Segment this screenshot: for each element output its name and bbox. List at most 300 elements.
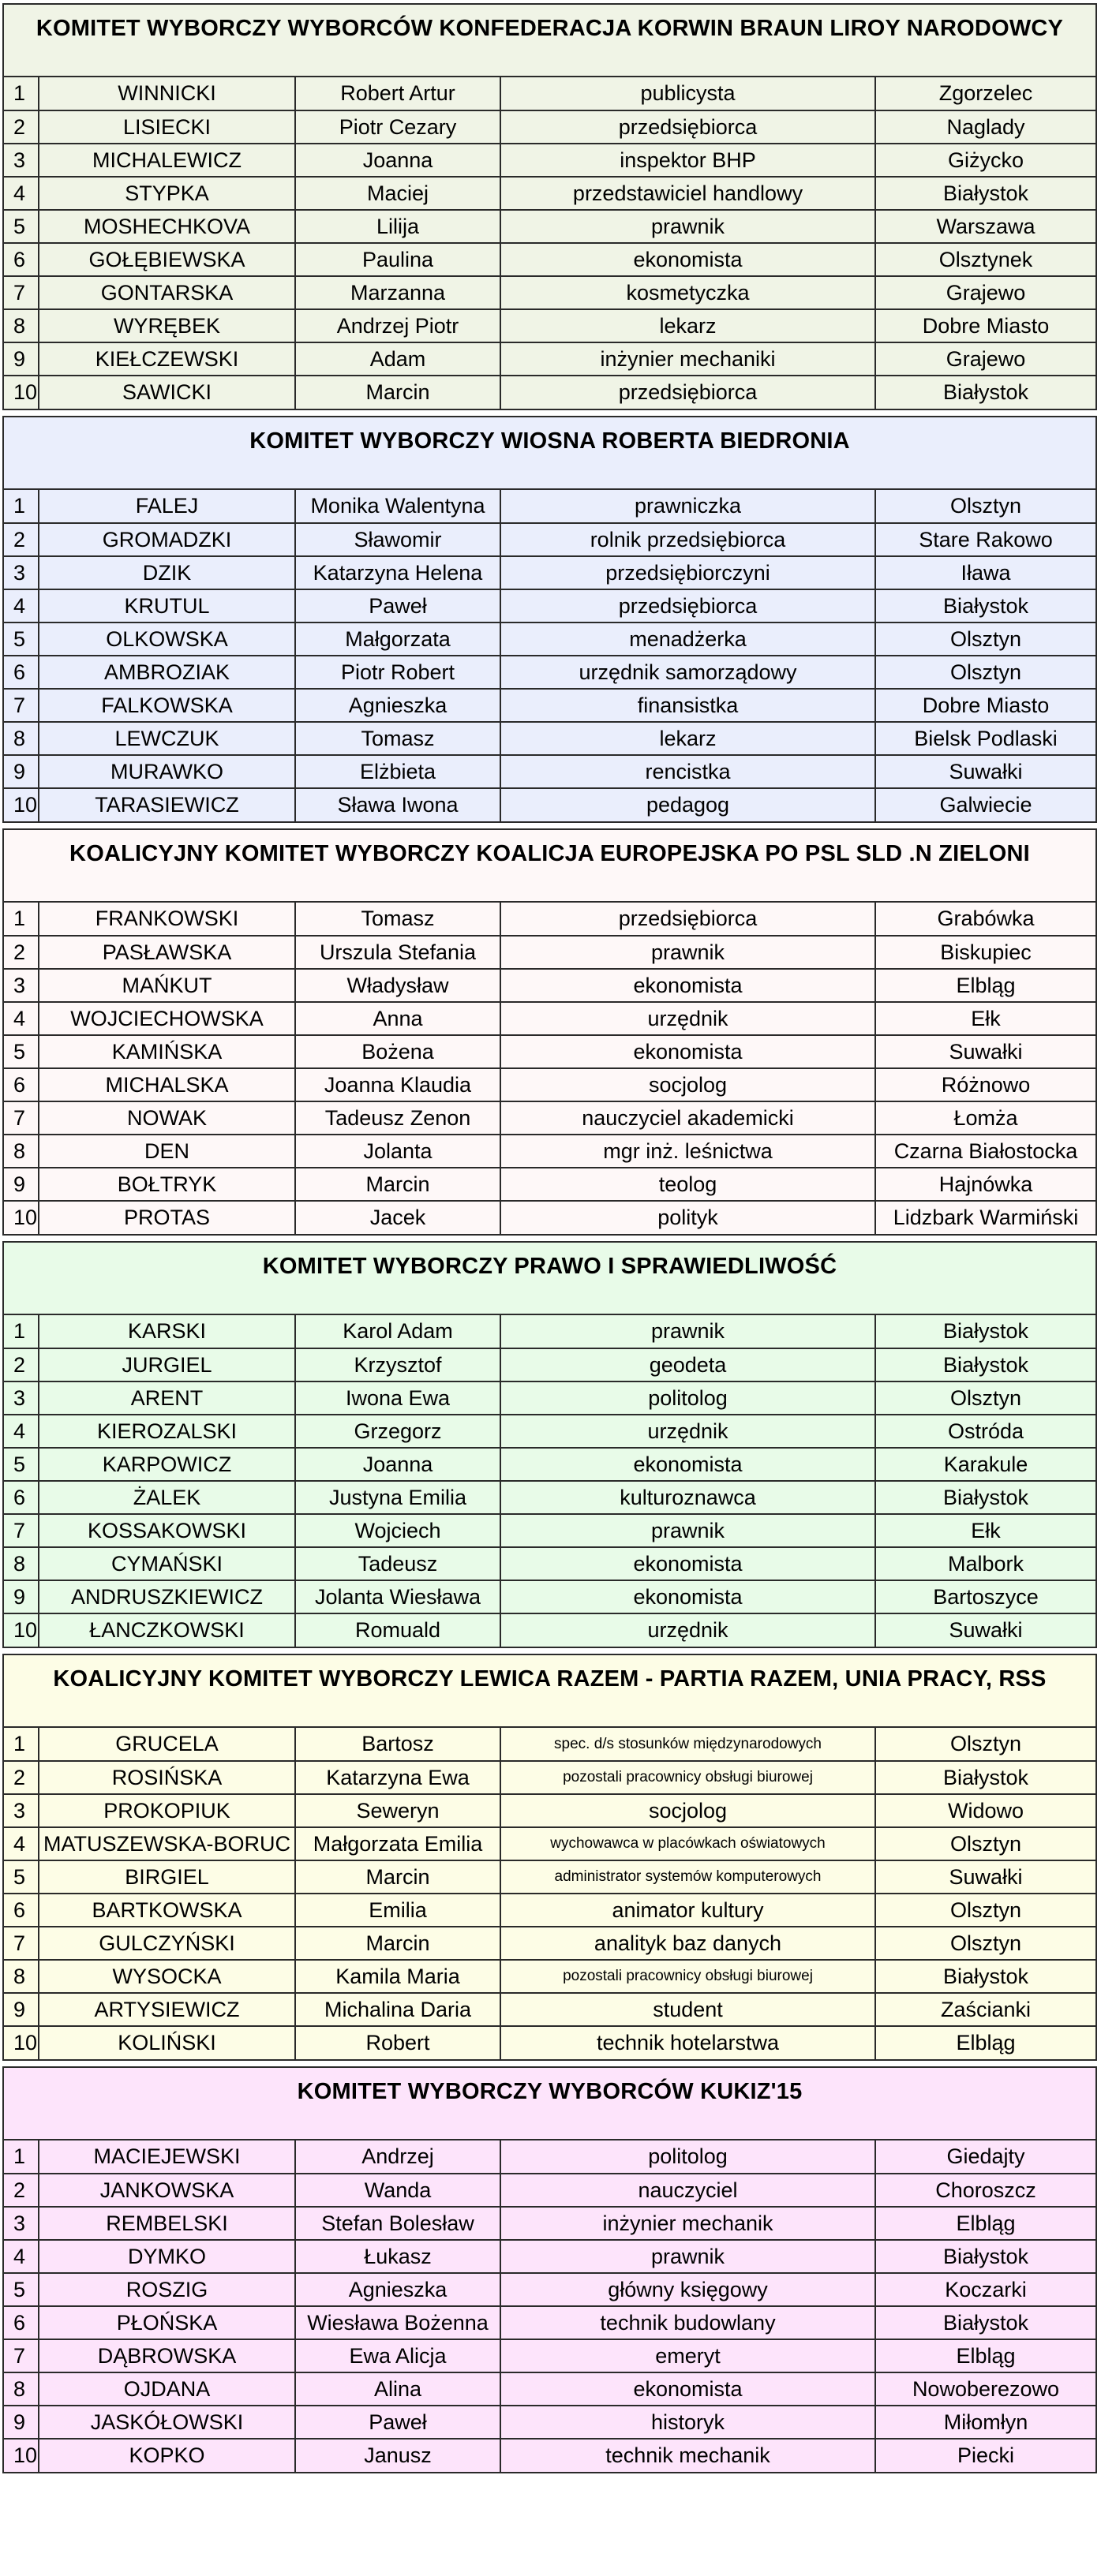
candidate-city: Białystok xyxy=(875,1315,1095,1348)
candidate-row xyxy=(4,2339,1095,2372)
candidate-surname: MURAWKO xyxy=(39,755,295,788)
candidate-city: Olsztyn xyxy=(875,1894,1095,1927)
candidate-number: 2 xyxy=(4,110,39,144)
candidate-row xyxy=(4,490,1095,523)
candidate-surname: PASŁAWSKA xyxy=(39,936,295,969)
candidate-surname: DĄBROWSKA xyxy=(39,2339,295,2372)
committee-title: KOALICYJNY KOMITET WYBORCZY KOALICJA EUROPEJSKA PO PSL SLD .N ZIELONI xyxy=(4,830,1095,903)
candidate-city: Karakule xyxy=(875,1448,1095,1481)
candidate-profession: lekarz xyxy=(500,722,875,755)
candidate-row xyxy=(4,1827,1095,1860)
candidate-row xyxy=(4,1960,1095,1993)
candidate-profession: przedsiębiorca xyxy=(500,903,875,936)
candidate-profession: nauczyciel xyxy=(500,2174,875,2207)
candidate-profession: kosmetyczka xyxy=(500,276,875,309)
candidate-row xyxy=(4,2026,1095,2059)
candidate-city: Dobre Miasto xyxy=(875,689,1095,722)
committee-section xyxy=(2,828,1097,1236)
candidate-city: Bartoszyce xyxy=(875,1580,1095,1613)
candidate-first-name: Krzysztof xyxy=(295,1348,500,1381)
committee-title: KOMITET WYBORCZY WYBORCÓW KUKIZ'15 xyxy=(4,2068,1095,2140)
candidate-first-name: Jolanta Wiesława xyxy=(295,1580,500,1613)
candidate-profession: pedagog xyxy=(500,788,875,821)
candidate-number: 9 xyxy=(4,755,39,788)
candidate-first-name: Paweł xyxy=(295,589,500,623)
candidate-surname: LEWCZUK xyxy=(39,722,295,755)
candidate-surname: GONTARSKA xyxy=(39,276,295,309)
candidate-city: Białystok xyxy=(875,177,1095,210)
candidate-first-name: Marcin xyxy=(295,1927,500,1960)
candidate-row xyxy=(4,2306,1095,2339)
candidate-row xyxy=(4,342,1095,376)
candidate-surname: GOŁĘBIEWSKA xyxy=(39,243,295,276)
candidate-surname: KRUTUL xyxy=(39,589,295,623)
candidate-profession: urzędnik xyxy=(500,1415,875,1448)
candidate-number: 10 xyxy=(4,1613,39,1647)
candidate-first-name: Emilia xyxy=(295,1894,500,1927)
candidate-row xyxy=(4,1580,1095,1613)
candidate-city: Grabówka xyxy=(875,903,1095,936)
candidate-city: Hajnówka xyxy=(875,1168,1095,1201)
candidate-number: 9 xyxy=(4,1993,39,2026)
candidate-profession: technik hotelarstwa xyxy=(500,2026,875,2059)
committee-section xyxy=(2,416,1097,823)
candidate-row xyxy=(4,722,1095,755)
candidate-city: Nowoberezowo xyxy=(875,2372,1095,2406)
candidate-city: Galwiecie xyxy=(939,793,1032,817)
candidate-number: 2 xyxy=(4,523,39,556)
committee-section xyxy=(2,1654,1097,2061)
candidate-number: 1 xyxy=(4,903,39,936)
candidate-number: 1 xyxy=(4,77,39,110)
candidate-number: 9 xyxy=(4,1168,39,1201)
candidate-profession: publicysta xyxy=(500,77,875,110)
candidate-city: Grajewo xyxy=(875,342,1095,376)
candidate-first-name: Romuald xyxy=(295,1613,500,1647)
candidate-number: 7 xyxy=(4,689,39,722)
candidate-surname: DEN xyxy=(39,1135,295,1168)
candidate-number: 3 xyxy=(4,1381,39,1415)
candidate-surname: FALEJ xyxy=(39,490,295,523)
candidate-first-name: Adam xyxy=(295,342,500,376)
candidate-number: 2 xyxy=(4,1348,39,1381)
candidate-first-name: Robert xyxy=(295,2026,500,2059)
candidate-first-name: Agnieszka xyxy=(295,2273,500,2306)
candidate-number: 8 xyxy=(4,309,39,342)
candidate-row xyxy=(4,1035,1095,1068)
candidate-profession: urzędnik xyxy=(500,1002,875,1035)
candidate-profession: inżynier mechanik xyxy=(500,2207,875,2240)
candidate-first-name: Urszula Stefania xyxy=(295,936,500,969)
candidate-profession: student xyxy=(500,1993,875,2026)
candidate-number: 7 xyxy=(4,1101,39,1135)
candidate-surname: CYMAŃSKI xyxy=(39,1547,295,1580)
candidate-profession: menadżerka xyxy=(500,623,875,656)
candidate-number: 3 xyxy=(4,969,39,1002)
candidate-number: 9 xyxy=(4,342,39,376)
candidate-row xyxy=(4,210,1095,243)
candidate-city: Zgorzelec xyxy=(875,77,1095,110)
candidate-row xyxy=(4,2439,1095,2472)
candidate-first-name: Agnieszka xyxy=(295,689,500,722)
candidate-profession: geodeta xyxy=(500,1348,875,1381)
candidate-first-name: Wojciech xyxy=(295,1514,500,1547)
candidate-city: Biskupiec xyxy=(875,936,1095,969)
candidate-row xyxy=(4,788,1095,821)
candidate-surname: STYPKA xyxy=(39,177,295,210)
candidate-number: 8 xyxy=(4,1547,39,1580)
candidate-first-name: Sławomir xyxy=(295,523,500,556)
candidate-first-name: Joanna xyxy=(295,144,500,177)
candidate-surname: OLKOWSKA xyxy=(39,623,295,656)
candidate-row xyxy=(4,1761,1095,1794)
candidate-first-name: Andrzej Piotr xyxy=(295,309,500,342)
candidate-city: Olsztyn xyxy=(875,1827,1095,1860)
candidate-first-name: Robert Artur xyxy=(295,77,500,110)
candidate-surname: FALKOWSKA xyxy=(39,689,295,722)
candidate-first-name: Kamila Maria xyxy=(295,1960,500,1993)
candidate-profession: rolnik przedsiębiorca xyxy=(500,523,875,556)
committee-title: KOALICYJNY KOMITET WYBORCZY LEWICA RAZEM - PARTIA RAZEM, UNIA PRACY, RSS xyxy=(4,1655,1095,1728)
committee-title: KOMITET WYBORCZY WYBORCÓW KONFEDERACJA KORWIN BRAUN LIROY NARODOWCY xyxy=(4,5,1095,77)
candidate-surname: MACIEJEWSKI xyxy=(39,2140,295,2174)
candidate-profession: technik mechanik xyxy=(500,2439,875,2472)
candidate-profession: ekonomista xyxy=(500,1547,875,1580)
candidate-first-name: Justyna Emilia xyxy=(295,1481,500,1514)
candidate-first-name: Tadeusz Zenon xyxy=(295,1101,500,1135)
candidate-first-name: Andrzej xyxy=(295,2140,500,2174)
candidate-city: Suwałki xyxy=(875,755,1095,788)
candidate-number: 9 xyxy=(4,2406,39,2439)
candidate-row xyxy=(4,2273,1095,2306)
candidate-first-name: Jacek xyxy=(295,1201,500,1234)
candidate-profession: ekonomista xyxy=(500,969,875,1002)
candidate-city: Naglady xyxy=(875,110,1095,144)
candidate-first-name: Ewa Alicja xyxy=(295,2339,500,2372)
candidate-surname: KIEŁCZEWSKI xyxy=(39,342,295,376)
candidate-first-name: Bożena xyxy=(295,1035,500,1068)
candidate-first-name: Joanna xyxy=(295,1448,500,1481)
candidate-city: Choroszcz xyxy=(875,2174,1095,2207)
candidate-number: 10 xyxy=(4,788,39,821)
candidate-first-name: Tomasz xyxy=(295,722,500,755)
candidate-surname: REMBELSKI xyxy=(39,2207,295,2240)
candidate-city: Giedajty xyxy=(875,2140,1095,2174)
candidate-row xyxy=(4,376,1095,409)
candidate-city: Zaścianki xyxy=(875,1993,1095,2026)
candidate-profession: socjolog xyxy=(500,1068,875,1101)
candidate-row xyxy=(4,177,1095,210)
candidate-number: 6 xyxy=(4,1894,39,1927)
candidate-city: Elbląg xyxy=(956,2031,1016,2054)
candidate-first-name: Małgorzata xyxy=(295,623,500,656)
candidate-profession: nauczyciel akademicki xyxy=(500,1101,875,1135)
candidate-profession: urzędnik samorządowy xyxy=(500,656,875,689)
candidate-city: Czarna Białostocka xyxy=(875,1135,1095,1168)
candidate-row xyxy=(4,2240,1095,2273)
candidate-row xyxy=(4,1993,1095,2026)
candidate-row xyxy=(4,1728,1095,1761)
candidate-surname: ROSIŃSKA xyxy=(39,1761,295,1794)
candidate-surname: BOŁTRYK xyxy=(39,1168,295,1201)
candidate-number: 1 xyxy=(4,1728,39,1761)
candidate-number: 2 xyxy=(4,2174,39,2207)
candidate-row xyxy=(4,1860,1095,1894)
candidate-profession: teolog xyxy=(500,1168,875,1201)
candidate-first-name: Joanna Klaudia xyxy=(295,1068,500,1101)
candidate-number: 5 xyxy=(4,1035,39,1068)
candidate-first-name: Tadeusz xyxy=(295,1547,500,1580)
candidate-first-name: Łukasz xyxy=(295,2240,500,2273)
candidate-table xyxy=(4,903,1095,1234)
candidate-surname: MOSHECHKOVA xyxy=(39,210,295,243)
candidate-city: Olsztyn xyxy=(875,1728,1095,1761)
candidate-surname: MICHALSKA xyxy=(39,1068,295,1101)
candidate-first-name: Marcin xyxy=(295,376,500,409)
candidate-row xyxy=(4,2406,1095,2439)
candidate-surname: MATUSZEWSKA-BORUC xyxy=(39,1827,295,1860)
candidate-number: 6 xyxy=(4,2306,39,2339)
candidate-city: Białystok xyxy=(875,1348,1095,1381)
candidate-first-name: Stefan Bolesław xyxy=(295,2207,500,2240)
candidate-city: Olsztyn xyxy=(875,490,1095,523)
candidate-profession: ekonomista xyxy=(500,1580,875,1613)
candidate-profession: urzędnik xyxy=(500,1613,875,1647)
candidate-row xyxy=(4,623,1095,656)
candidate-profession: spec. d/s stosunków międzynarodowych xyxy=(500,1728,875,1761)
candidate-city: Ełk xyxy=(875,1002,1095,1035)
candidate-first-name: Katarzyna Helena xyxy=(295,556,500,589)
candidate-city: Elbląg xyxy=(875,2339,1095,2372)
candidate-number: 3 xyxy=(4,556,39,589)
candidate-surname: KAMIŃSKA xyxy=(39,1035,295,1068)
candidate-number: 10 xyxy=(4,2026,39,2059)
candidate-first-name: Jolanta xyxy=(295,1135,500,1168)
candidate-city: Suwałki xyxy=(949,1618,1023,1642)
candidate-profession: przedsiębiorca xyxy=(500,110,875,144)
candidate-surname: ŻALEK xyxy=(39,1481,295,1514)
candidate-number: 6 xyxy=(4,656,39,689)
candidate-profession: socjolog xyxy=(500,1794,875,1827)
candidate-surname: KOSSAKOWSKI xyxy=(39,1514,295,1547)
candidate-profession: mgr inż. leśnictwa xyxy=(500,1135,875,1168)
candidate-number: 1 xyxy=(4,2140,39,2174)
candidate-profession: prawnik xyxy=(500,2240,875,2273)
candidate-number: 3 xyxy=(4,144,39,177)
candidate-row xyxy=(4,1315,1095,1348)
candidate-surname: ARTYSIEWICZ xyxy=(39,1993,295,2026)
candidate-surname: PROTAS xyxy=(39,1201,295,1234)
candidate-surname: OJDANA xyxy=(39,2372,295,2406)
candidate-profession: rencistka xyxy=(500,755,875,788)
candidate-city: Ostróda xyxy=(875,1415,1095,1448)
candidate-row xyxy=(4,936,1095,969)
candidate-surname: TARASIEWICZ xyxy=(39,788,295,821)
candidate-surname: ARENT xyxy=(39,1381,295,1415)
candidate-row xyxy=(4,1068,1095,1101)
candidate-row xyxy=(4,556,1095,589)
candidate-profession: animator kultury xyxy=(500,1894,875,1927)
candidate-first-name: Władysław xyxy=(295,969,500,1002)
candidate-profession: analityk baz danych xyxy=(500,1927,875,1960)
candidate-number: 4 xyxy=(4,589,39,623)
candidate-city: Olsztyn xyxy=(875,1381,1095,1415)
candidate-row xyxy=(4,144,1095,177)
candidate-city: Białystok xyxy=(875,1481,1095,1514)
candidate-city: Koczarki xyxy=(875,2273,1095,2306)
candidate-profession: przedsiębiorca xyxy=(500,376,875,409)
candidate-surname: JURGIEL xyxy=(39,1348,295,1381)
candidate-first-name: Grzegorz xyxy=(295,1415,500,1448)
candidate-profession: inżynier mechaniki xyxy=(500,342,875,376)
candidate-table xyxy=(4,77,1095,409)
candidate-city: Różnowo xyxy=(875,1068,1095,1101)
candidate-city: Lidzbark Warmiński xyxy=(893,1206,1079,1229)
candidate-city: Olsztyn xyxy=(875,623,1095,656)
candidate-profession: wychowawca w placówkach oświatowych xyxy=(500,1827,875,1860)
candidate-row xyxy=(4,243,1095,276)
candidate-number: 4 xyxy=(4,2240,39,2273)
candidate-number: 6 xyxy=(4,1481,39,1514)
candidate-surname: ROSZIG xyxy=(39,2273,295,2306)
committee-section xyxy=(2,2066,1097,2473)
candidate-profession: ekonomista xyxy=(500,2372,875,2406)
candidate-row xyxy=(4,1101,1095,1135)
candidate-number: 10 xyxy=(4,1201,39,1234)
candidate-city: Elbląg xyxy=(875,2207,1095,2240)
candidate-row xyxy=(4,1448,1095,1481)
candidate-first-name: Paulina xyxy=(295,243,500,276)
candidate-city: Olsztyn xyxy=(875,656,1095,689)
committee-title: KOMITET WYBORCZY WIOSNA ROBERTA BIEDRONIA xyxy=(4,417,1095,490)
candidate-number: 4 xyxy=(4,1415,39,1448)
candidate-number: 10 xyxy=(4,2439,39,2472)
candidate-profession: historyk xyxy=(500,2406,875,2439)
candidate-number: 4 xyxy=(4,1002,39,1035)
candidate-number: 6 xyxy=(4,1068,39,1101)
candidate-first-name: Wanda xyxy=(295,2174,500,2207)
candidate-city: Ełk xyxy=(875,1514,1095,1547)
candidate-city: Bielsk Podlaski xyxy=(875,722,1095,755)
candidate-first-name: Małgorzata Emilia xyxy=(295,1827,500,1860)
candidate-surname: BARTKOWSKA xyxy=(39,1894,295,1927)
candidate-number: 8 xyxy=(4,2372,39,2406)
candidate-first-name: Marcin xyxy=(295,1168,500,1201)
candidate-surname: WYSOCKA xyxy=(39,1960,295,1993)
candidate-row xyxy=(4,1613,1095,1647)
candidate-surname: KARPOWICZ xyxy=(39,1448,295,1481)
candidate-surname: MAŃKUT xyxy=(39,969,295,1002)
candidate-first-name: Piotr Cezary xyxy=(295,110,500,144)
candidate-row xyxy=(4,689,1095,722)
candidate-surname: ŁANCZKOWSKI xyxy=(39,1613,295,1647)
candidate-profession: inspektor BHP xyxy=(500,144,875,177)
candidate-city: Widowo xyxy=(875,1794,1095,1827)
candidate-surname: FRANKOWSKI xyxy=(39,903,295,936)
committee-section xyxy=(2,1241,1097,1648)
candidate-surname: ANDRUSZKIEWICZ xyxy=(39,1580,295,1613)
candidate-row xyxy=(4,1348,1095,1381)
candidate-row xyxy=(4,903,1095,936)
candidate-first-name: Sława Iwona xyxy=(295,788,500,821)
candidate-city: Dobre Miasto xyxy=(875,309,1095,342)
candidate-table xyxy=(4,2140,1095,2472)
candidate-city: Suwałki xyxy=(875,1860,1095,1894)
candidate-surname: LISIECKI xyxy=(39,110,295,144)
candidate-table xyxy=(4,1315,1095,1647)
candidate-number: 8 xyxy=(4,722,39,755)
candidate-profession: technik budowlany xyxy=(500,2306,875,2339)
candidate-profession: pozostali pracownicy obsługi biurowej xyxy=(500,1761,875,1794)
candidate-surname: PROKOPIUK xyxy=(39,1794,295,1827)
candidate-city: Iława xyxy=(875,556,1095,589)
candidate-profession: przedstawiciel handlowy xyxy=(500,177,875,210)
candidate-surname: BIRGIEL xyxy=(39,1860,295,1894)
candidate-city: Suwałki xyxy=(875,1035,1095,1068)
candidate-first-name: Karol Adam xyxy=(295,1315,500,1348)
candidate-row xyxy=(4,2140,1095,2174)
candidate-first-name: Anna xyxy=(295,1002,500,1035)
candidate-surname: WINNICKI xyxy=(39,77,295,110)
candidate-number: 5 xyxy=(4,210,39,243)
candidate-city: Warszawa xyxy=(875,210,1095,243)
candidate-row xyxy=(4,969,1095,1002)
candidate-surname: KOLIŃSKI xyxy=(39,2026,295,2059)
candidate-first-name: Iwona Ewa xyxy=(295,1381,500,1415)
candidate-profession: politolog xyxy=(500,1381,875,1415)
candidate-surname: GULCZYŃSKI xyxy=(39,1927,295,1960)
candidate-row xyxy=(4,1415,1095,1448)
candidate-city: Białystok xyxy=(875,1960,1095,1993)
candidate-table xyxy=(4,1728,1095,2059)
candidate-city: Olsztynek xyxy=(875,243,1095,276)
candidate-city: Stare Rakowo xyxy=(875,523,1095,556)
candidate-profession: przedsiębiorca xyxy=(500,589,875,623)
candidate-row xyxy=(4,1927,1095,1960)
candidate-profession: prawnik xyxy=(500,936,875,969)
candidate-table xyxy=(4,490,1095,821)
candidate-city: Grajewo xyxy=(875,276,1095,309)
candidate-row xyxy=(4,523,1095,556)
candidate-profession: prawniczka xyxy=(500,490,875,523)
candidate-profession: prawnik xyxy=(500,1514,875,1547)
candidate-surname: NOWAK xyxy=(39,1101,295,1135)
candidate-first-name: Paweł xyxy=(295,2406,500,2439)
candidate-profession: politolog xyxy=(500,2140,875,2174)
candidate-city: Piecki xyxy=(957,2443,1015,2467)
candidate-number: 1 xyxy=(4,490,39,523)
candidate-number: 9 xyxy=(4,1580,39,1613)
candidate-number: 3 xyxy=(4,2207,39,2240)
candidate-surname: AMBROZIAK xyxy=(39,656,295,689)
candidate-surname: WYRĘBEK xyxy=(39,309,295,342)
candidate-surname: DYMKO xyxy=(39,2240,295,2273)
candidate-row xyxy=(4,1794,1095,1827)
candidate-row xyxy=(4,1002,1095,1035)
candidate-number: 5 xyxy=(4,1860,39,1894)
candidate-surname: JANKOWSKA xyxy=(39,2174,295,2207)
candidate-profession: prawnik xyxy=(500,1315,875,1348)
candidate-first-name: Alina xyxy=(295,2372,500,2406)
candidate-surname: JASKÓŁOWSKI xyxy=(39,2406,295,2439)
candidate-number: 7 xyxy=(4,1514,39,1547)
candidate-first-name: Janusz xyxy=(295,2439,500,2472)
candidate-number: 8 xyxy=(4,1960,39,1993)
candidate-number: 7 xyxy=(4,1927,39,1960)
candidate-city: Malbork xyxy=(875,1547,1095,1580)
candidate-first-name: Marcin xyxy=(295,1860,500,1894)
candidate-row xyxy=(4,2174,1095,2207)
